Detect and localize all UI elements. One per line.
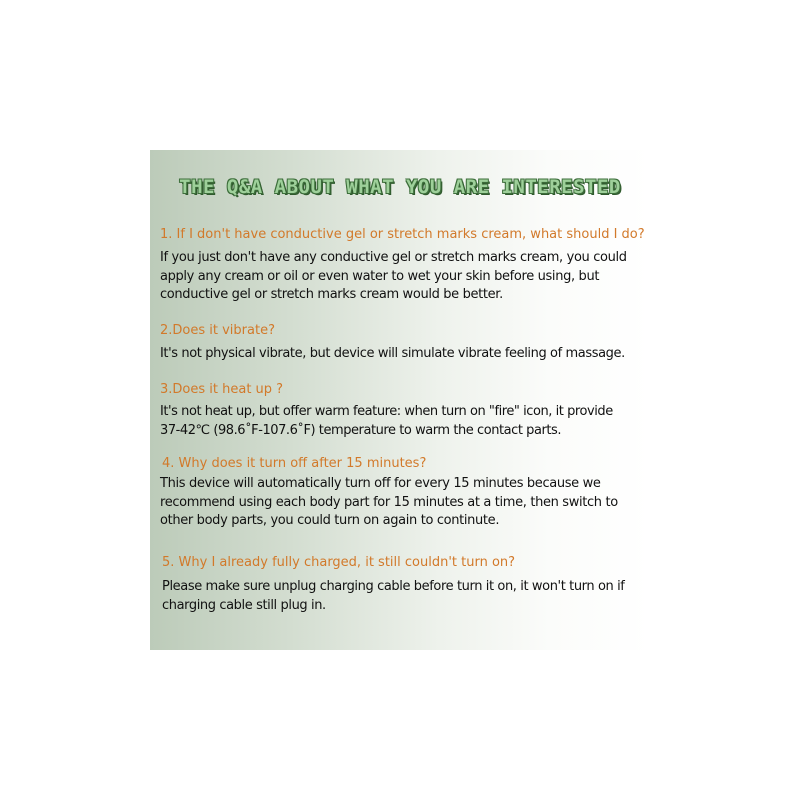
answer-3-line-2: 37-42℃ (98.6˚F-107.6˚F) temperature to warm the contact parts. (160, 422, 562, 438)
answer-1-line-1: If you just don't have any conductive gel or stretch marks cream, you could (160, 250, 627, 265)
answer-3-line-1: It's not heat up, but offer warm feature: when turn on "fire" icon, it provide (160, 404, 613, 419)
answer-1-line-3: conductive gel or stretch marks cream would be better. (160, 287, 503, 302)
question-3: 3.Does it heat up ? (160, 382, 284, 397)
qa-panel (150, 150, 650, 650)
answer-5 (162, 578, 624, 615)
answer-2-line-1: It's not physical vibrate, but device will simulate vibrate feeling of massage. (160, 346, 625, 361)
answer-4 (160, 475, 618, 531)
question-4: 4. Why does it turn off after 15 minutes? (162, 456, 427, 471)
page-title: THE Q&A ABOUT WHAT YOU ARE INTERESTED (179, 176, 621, 198)
answer-1 (160, 249, 627, 305)
question-5: 5. Why I already fully charged, it still couldn't turn on? (162, 555, 516, 570)
answer-2 (160, 345, 625, 364)
answer-4-line-1: This device will automatically turn off for every 15 minutes because we (160, 476, 601, 491)
answer-4-line-2: recommend using each body part for 15 minutes at a time, then switch to (160, 494, 618, 510)
answer-5-line-2: charging cable still plug in. (162, 597, 326, 613)
answer-3 (160, 403, 613, 440)
question-1: 1. If I don't have conductive gel or stretch marks cream, what should I do? (160, 227, 645, 242)
answer-4-line-3: other body parts, you could turn on again to continute. (160, 513, 500, 528)
question-2: 2.Does it vibrate? (160, 323, 275, 338)
answer-5-line-1: Please make sure unplug charging cable before turn it on, it won't turn on if (162, 579, 625, 594)
answer-1-line-2: apply any cream or oil or even water to wet your skin before using, but (160, 268, 600, 284)
